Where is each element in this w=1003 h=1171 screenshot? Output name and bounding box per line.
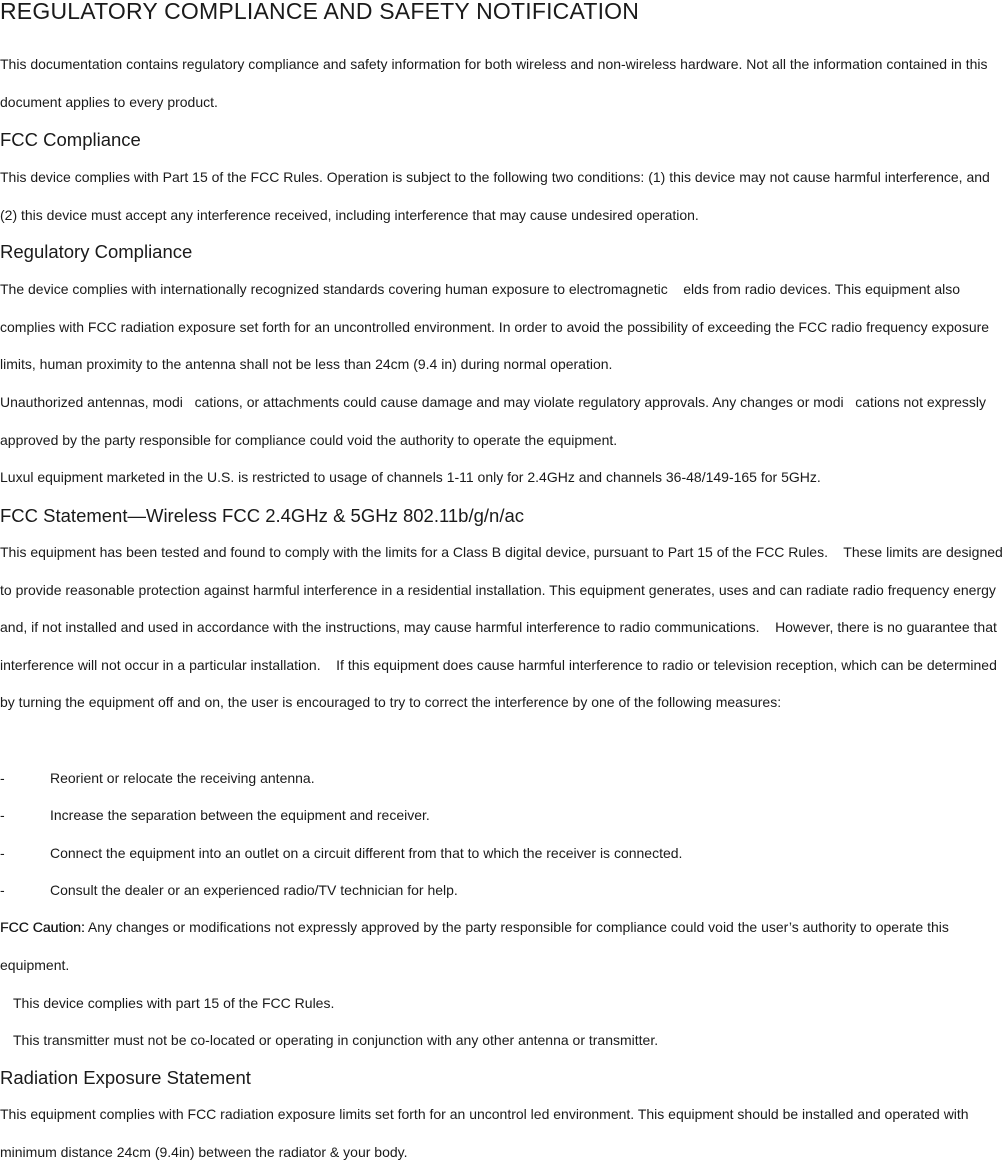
regulatory-compliance-paragraph-2: Unauthorized antennas, modi cations, or attachments could cause damage and may violate regulatory approvals. Any changes or modi cations not expressly approved by the party responsible for compliance could void the authority to operate the equipment.: [0, 394, 990, 448]
colocation-note: This transmitter must not be co-located or operating in conjunction with any other antenna or transmitter.: [13, 1032, 659, 1048]
measure-text: Consult the dealer or an experienced radio/TV technician for help.: [50, 882, 458, 898]
list-bullet: -: [0, 882, 5, 898]
document-title: REGULATORY COMPLIANCE AND SAFETY NOTIFICATION: [0, 0, 640, 24]
radiation-exposure-paragraph: This equipment complies with FCC radiation exposure limits set forth for an uncontrol led environment. This equipment should be installed and operated with minimum distance 24cm (9.4in) between the radiator & your body.: [0, 1106, 969, 1160]
fcc-caution-label: FCC Caution:: [0, 919, 85, 935]
intro-paragraph: This documentation contains regulatory compliance and safety information for both wireless and non-wireless hardware. Not all the information contained in this document applies to every product.: [0, 56, 988, 110]
fcc-statement-paragraph: This equipment has been tested and found to comply with the limits for a Class B digital device, pursuant to Part 15 of the FCC Rules. These limits are designed to provide reasonable protection against harmful interference in a residential installation. This equipment generates, uses and can radiate radio frequency energy and, if not installed and used in accordance with the instructions, may cause harmful interference to radio communications. However, there is no guarantee that interference will not occur in a particular installation. If this equipment does cause harmful interference to radio or television reception, which can be determined by turning the equipment off and on, the user is encouraged to try to correct the interference by one of the following measures:: [0, 544, 1003, 710]
measure-text: Connect the equipment into an outlet on a circuit different from that to which the receiver is connected.: [50, 845, 683, 861]
measure-text: Increase the separation between the equipment and receiver.: [50, 807, 430, 823]
part15-note: This device complies with part 15 of the FCC Rules.: [13, 995, 335, 1011]
regulatory-compliance-paragraph-1: The device complies with internationally recognized standards covering human exposure to electromagnetic elds from radio devices. This equipment also complies with FCC radiation exposure set forth for an uncontrolled environment. In order to avoid the possibility of exceeding the FCC radio frequency exposure limits, human proximity to the antenna shall not be less than 24cm (9.4 in) during normal operation.: [0, 281, 993, 372]
fcc-statement-heading: FCC Statement—Wireless FCC 2.4GHz & 5GHz 802.11b/g/n/ac: [0, 505, 525, 526]
regulatory-compliance-heading: Regulatory Compliance: [0, 241, 193, 262]
fcc-caution-paragraph: [0, 909, 1003, 984]
fcc-compliance-heading: FCC Compliance: [0, 129, 141, 150]
radiation-exposure-heading: Radiation Exposure Statement: [0, 1067, 251, 1088]
fcc-compliance-paragraph: This device complies with Part 15 of the FCC Rules. Operation is subject to the following two conditions: (1) this device may not cause harmful interference, and (2) this device must accept any interference received, including interference that may cause undesired operation.: [0, 169, 990, 223]
list-bullet: -: [0, 770, 5, 786]
list-bullet: -: [0, 845, 5, 861]
list-bullet: -: [0, 807, 5, 823]
regulatory-compliance-paragraph-3: Luxul equipment marketed in the U.S. is restricted to usage of channels 1-11 only for 2.4GHz and channels 36-48/149-165 for 5GHz.: [0, 469, 821, 485]
measure-text: Reorient or relocate the receiving antenna.: [50, 770, 315, 786]
fcc-caution-text: Any changes or modifications not expressly approved by the party responsible for compliance could void the user’s authority to operate this equipment.: [0, 919, 949, 973]
